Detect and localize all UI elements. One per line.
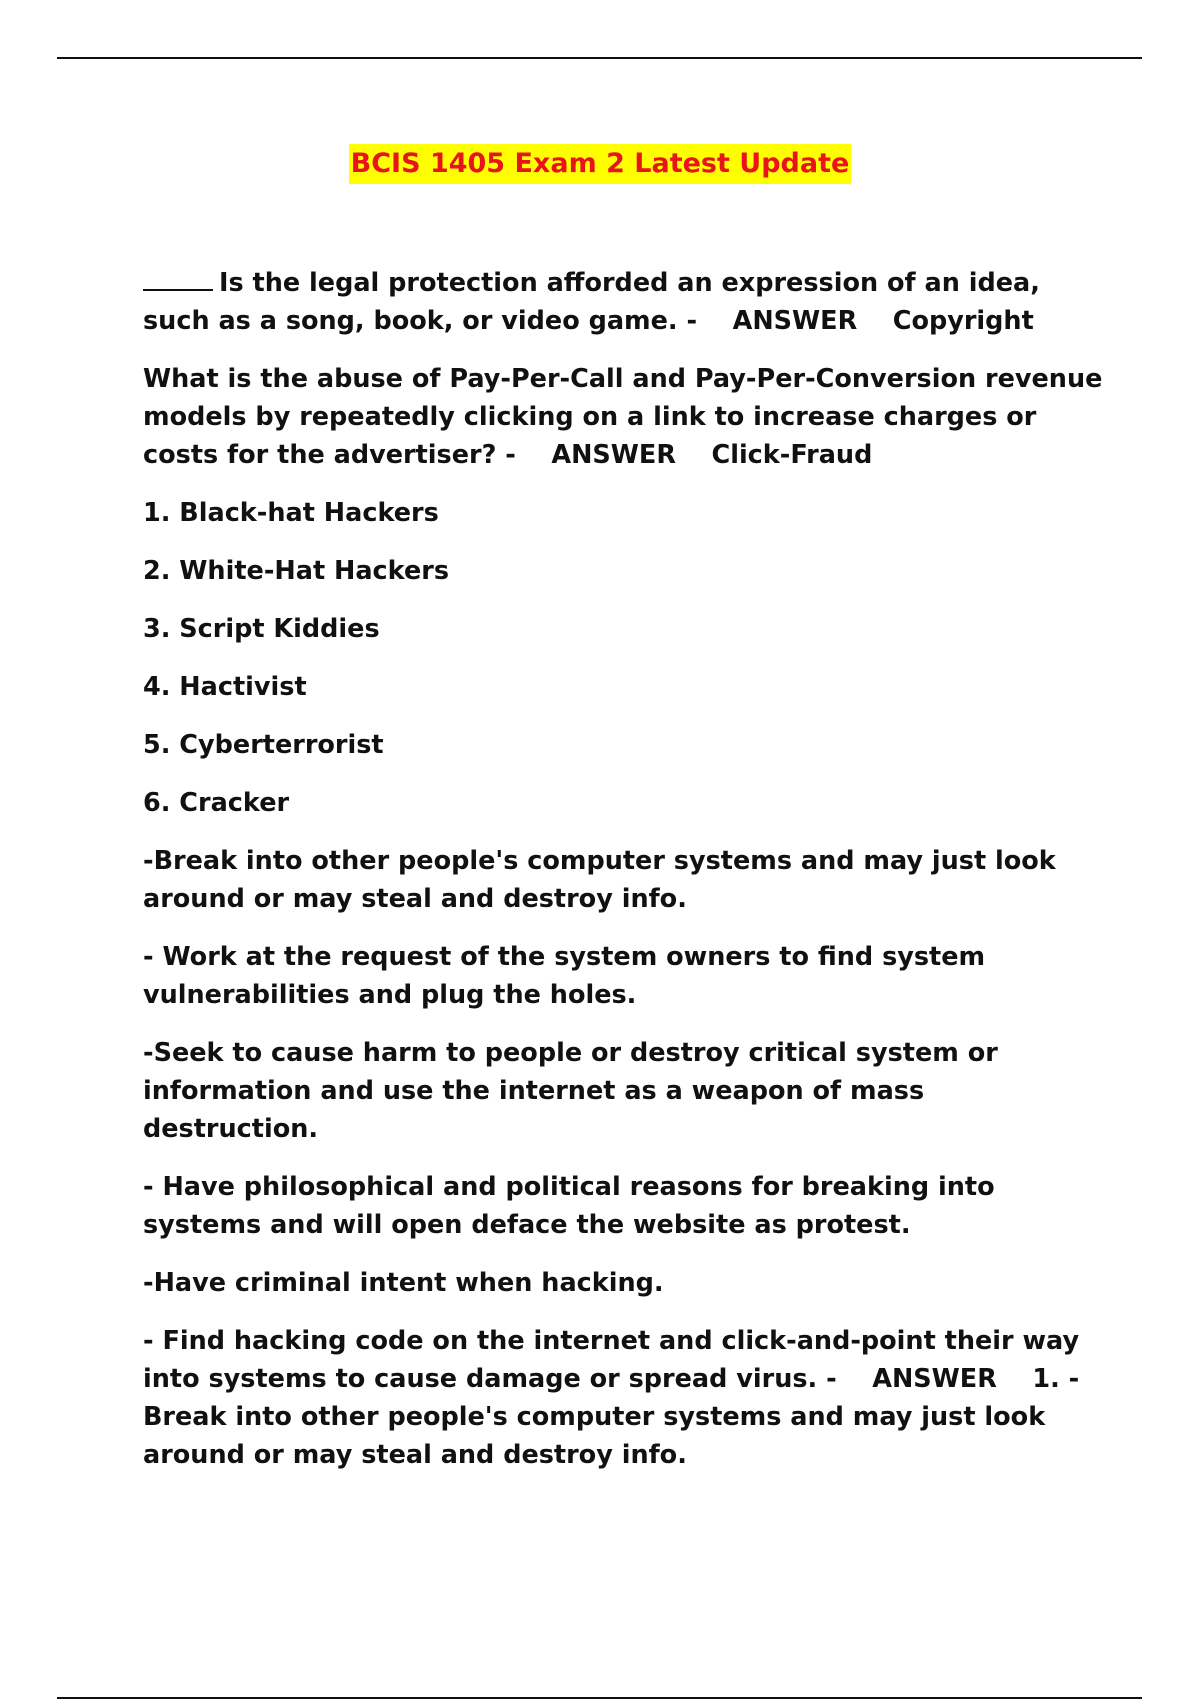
top-rule	[57, 57, 1142, 59]
question-2-answer-label: ANSWER	[551, 440, 676, 470]
question-2-text: What is the abuse of Pay-Per-Call and Pay-Per-Conversion revenue models by repeatedly clicking on a link to increase charges or costs for the advertiser? -	[143, 364, 1103, 470]
title-container	[0, 144, 1200, 184]
document-body	[143, 264, 1103, 1494]
question-1-text: Is the legal protection afforded an expression of an idea, such as a song, book, or video game. -	[143, 268, 1040, 336]
question-1-answer-label: ANSWER	[732, 306, 858, 336]
final-answer-label: ANSWER	[872, 1364, 997, 1394]
list-item: 4. Hactivist	[143, 672, 307, 702]
final-question	[143, 1322, 1103, 1474]
list-item: 3. Script Kiddies	[143, 614, 380, 644]
bottom-rule	[57, 1697, 1142, 1699]
fill-in-blank	[143, 289, 213, 291]
list-item: 1. Black-hat Hackers	[143, 498, 439, 528]
list-item: 2. White-Hat Hackers	[143, 556, 449, 586]
question-1	[143, 264, 1103, 340]
final-answer: 1. -Break into other people's computer systems and may just look around or may steal and destroy info.	[143, 1364, 1080, 1470]
question-2-answer: Click-Fraud	[711, 440, 873, 470]
list-item: 6. Cracker	[143, 788, 290, 818]
question-1-answer: Copyright	[892, 306, 1034, 336]
definition: -Seek to cause harm to people or destroy critical system or information and use the internet as a weapon of mass destruction.	[143, 1038, 998, 1144]
definition: -Have criminal intent when hacking.	[143, 1268, 664, 1298]
final-question-text: - Find hacking code on the internet and click-and-point their way into systems to cause damage or spread virus. -	[143, 1326, 1080, 1394]
definition: - Have philosophical and political reasons for breaking into systems and will open deface the website as protest.	[143, 1172, 995, 1240]
question-2	[143, 360, 1103, 474]
definition: -Break into other people's computer systems and may just look around or may steal and destroy info.	[143, 846, 1056, 914]
page-title: BCIS 1405 Exam 2 Latest Update	[349, 144, 852, 184]
list-item: 5. Cyberterrorist	[143, 730, 384, 760]
definition: - Work at the request of the system owners to find system vulnerabilities and plug the holes.	[143, 942, 986, 1010]
